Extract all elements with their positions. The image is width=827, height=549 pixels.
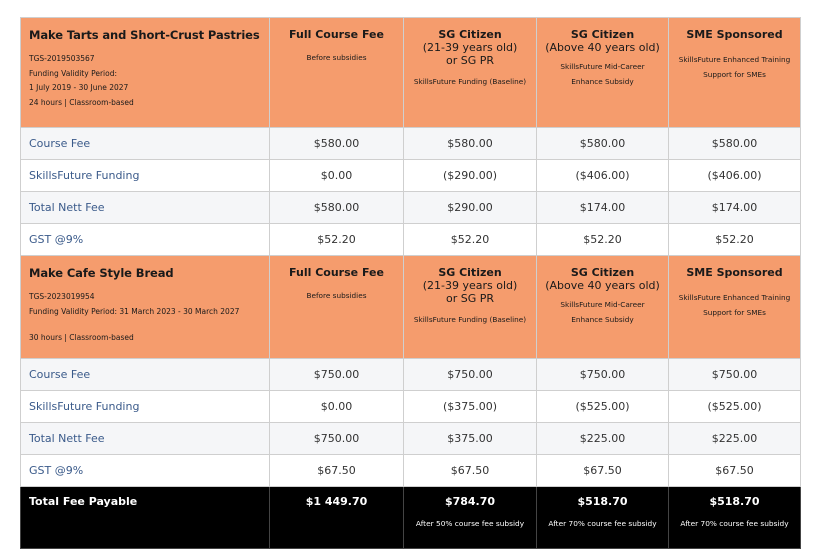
cell-value: ($406.00) (537, 160, 669, 192)
row-label: Total Nett Fee (21, 423, 270, 455)
cell-value: $67.50 (270, 455, 404, 487)
cell-value: $375.00 (404, 423, 537, 455)
cell-value: ($375.00) (404, 391, 537, 423)
cell-value: $225.00 (669, 423, 801, 455)
total-cell (669, 487, 801, 549)
cell-value: $750.00 (270, 423, 404, 455)
table-row (21, 224, 801, 256)
cell-value: $52.20 (404, 224, 537, 256)
table-row (21, 359, 801, 391)
cell-value: $52.20 (270, 224, 404, 256)
row-label: SkillsFuture Funding (21, 160, 270, 192)
table-row (21, 160, 801, 192)
cell-value: $750.00 (270, 359, 404, 391)
column-header-full-fee (270, 256, 404, 359)
total-amount: $1 449.70 (305, 495, 368, 508)
column-header-full-fee (270, 18, 404, 128)
table-row (21, 391, 801, 423)
column-note: Before subsidies (306, 53, 367, 62)
cell-value: $0.00 (270, 391, 404, 423)
funding-validity: Funding Validity Period: 31 March 2023 - 30 March 2027 (29, 306, 240, 316)
course-header-row (21, 18, 801, 128)
column-note: SkillsFuture Funding (Baseline) (413, 77, 527, 86)
column-subtitle: (21-39 years old) or SG PR (422, 279, 518, 305)
cell-value: ($525.00) (537, 391, 669, 423)
cell-value: $750.00 (404, 359, 537, 391)
cell-value: $580.00 (404, 128, 537, 160)
course-header-row (21, 256, 801, 359)
row-label: GST @9% (21, 224, 270, 256)
column-note: SkillsFuture Enhanced Training Support for SMEs (678, 55, 791, 79)
cell-value: $580.00 (537, 128, 669, 160)
total-note: After 70% course fee subsidy (548, 519, 657, 528)
row-label: Course Fee (21, 359, 270, 391)
cell-value: ($525.00) (669, 391, 801, 423)
course-info-cell (21, 18, 270, 128)
column-note: Before subsidies (306, 291, 367, 300)
total-cell (270, 487, 404, 549)
column-note: SkillsFuture Mid-Career Enhance Subsidy (560, 62, 645, 86)
column-title: Full Course Fee (289, 28, 384, 41)
column-subtitle: (21-39 years old) or SG PR (422, 41, 518, 67)
column-title: SG Citizen (438, 28, 502, 41)
cell-value: $225.00 (537, 423, 669, 455)
cell-value: $750.00 (669, 359, 801, 391)
total-cell (537, 487, 669, 549)
course-info-cell (21, 256, 270, 359)
course-hours: 24 hours | Classroom-based (29, 97, 134, 107)
column-title: Full Course Fee (289, 266, 384, 279)
column-header-sg-citizen-21-39 (404, 256, 537, 359)
total-fee-row (21, 487, 801, 549)
table-row (21, 455, 801, 487)
table-row (21, 192, 801, 224)
cell-value: $750.00 (537, 359, 669, 391)
course-code: TGS-2023019954 (29, 292, 95, 301)
row-label: Course Fee (21, 128, 270, 160)
column-header-sg-citizen-40 (537, 18, 669, 128)
row-label: SkillsFuture Funding (21, 391, 270, 423)
column-title: SG Citizen (570, 266, 635, 279)
column-header-sme-sponsored (669, 256, 801, 359)
funding-validity-label: Funding Validity Period: (29, 68, 117, 78)
table-row (21, 423, 801, 455)
column-note: SkillsFuture Mid-Career Enhance Subsidy (560, 300, 645, 324)
row-label: GST @9% (21, 455, 270, 487)
total-amount: $518.70 (709, 495, 760, 508)
cell-value: $580.00 (270, 192, 404, 224)
cell-value: $580.00 (669, 128, 801, 160)
total-cell (404, 487, 537, 549)
cell-value: $52.20 (669, 224, 801, 256)
column-subtitle: (Above 40 years old) (545, 279, 660, 292)
cell-value: ($406.00) (669, 160, 801, 192)
funding-validity-dates: 1 July 2019 - 30 June 2027 (29, 83, 129, 92)
column-header-sg-citizen-21-39 (404, 18, 537, 128)
column-title: SG Citizen (438, 266, 502, 279)
cell-value: $580.00 (270, 128, 404, 160)
column-title: SME Sponsored (686, 28, 783, 41)
total-amount: $518.70 (577, 495, 628, 508)
column-subtitle: (Above 40 years old) (545, 41, 660, 54)
cell-value: ($290.00) (404, 160, 537, 192)
cell-value: $174.00 (669, 192, 801, 224)
cell-value: $52.20 (537, 224, 669, 256)
course-code: TGS-2019503567 (29, 54, 95, 63)
column-title: SME Sponsored (686, 266, 783, 279)
table-row (21, 128, 801, 160)
row-label: Total Nett Fee (21, 192, 270, 224)
total-label: Total Fee Payable (21, 487, 270, 549)
column-header-sg-citizen-40 (537, 256, 669, 359)
cell-value: $67.50 (669, 455, 801, 487)
course-title: Make Cafe Style Bread (29, 266, 174, 280)
course-fee-table (20, 17, 801, 549)
course-title: Make Tarts and Short-Crust Pastries (29, 28, 260, 42)
column-header-sme-sponsored (669, 18, 801, 128)
total-note: After 50% course fee subsidy (415, 519, 525, 528)
column-title: SG Citizen (570, 28, 635, 41)
column-note: SkillsFuture Funding (Baseline) (413, 315, 527, 324)
cell-value: $174.00 (537, 192, 669, 224)
cell-value: $0.00 (270, 160, 404, 192)
cell-value: $67.50 (537, 455, 669, 487)
total-note: After 70% course fee subsidy (680, 519, 789, 528)
cell-value: $67.50 (404, 455, 537, 487)
course-hours: 30 hours | Classroom-based (29, 333, 134, 342)
column-note: SkillsFuture Enhanced Training Support for SMEs (678, 293, 791, 317)
total-amount: $784.70 (444, 495, 496, 508)
cell-value: $290.00 (404, 192, 537, 224)
